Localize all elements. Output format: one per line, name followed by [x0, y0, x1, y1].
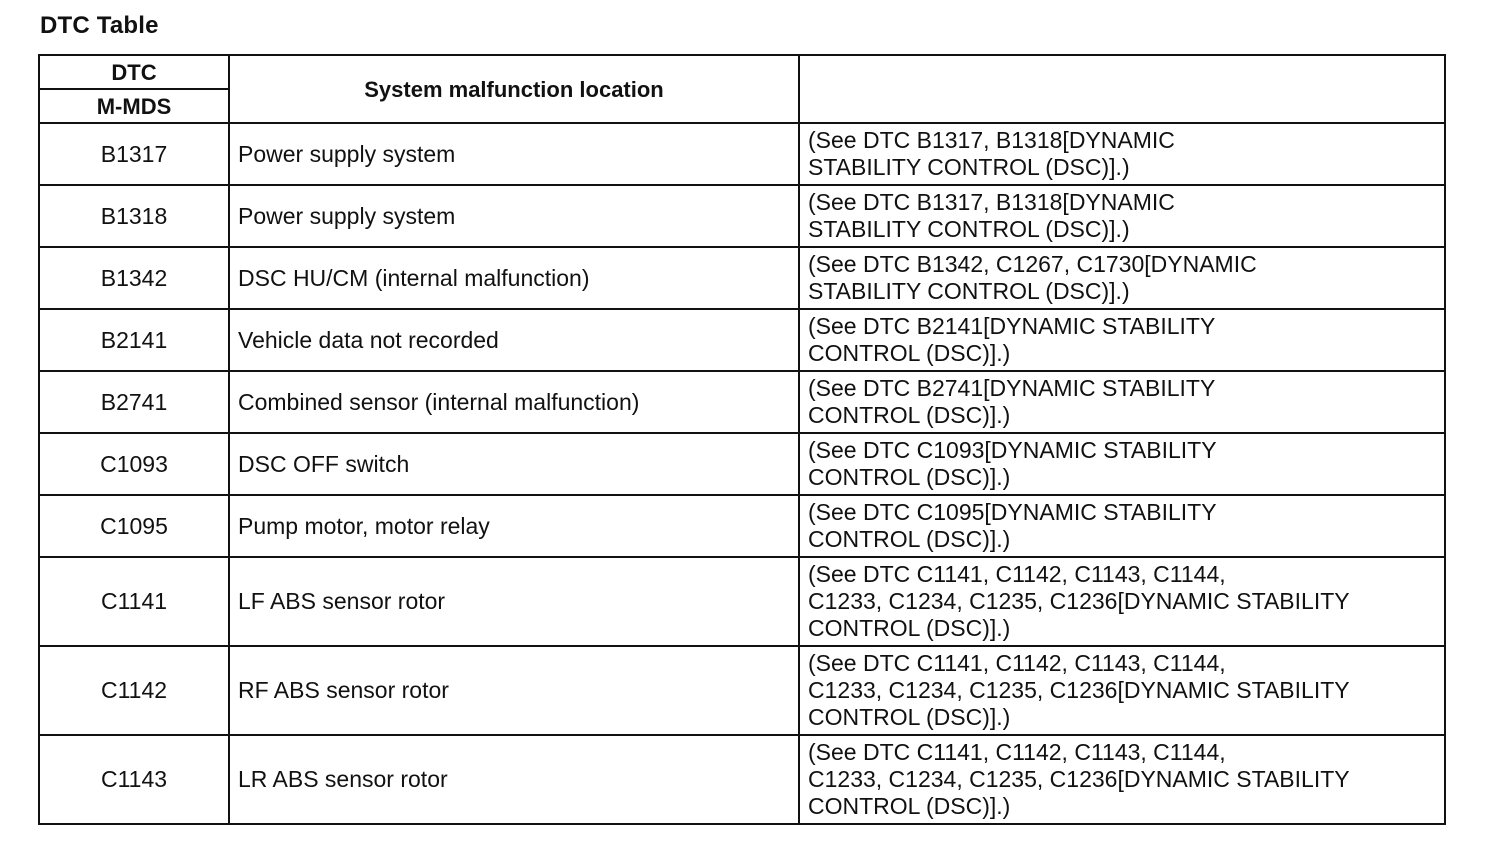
- table-row: [39, 735, 1445, 824]
- reference-line: CONTROL (DSC)].): [808, 464, 1011, 490]
- reference-cell: [799, 646, 1445, 735]
- dtc-code: C1141: [39, 557, 229, 646]
- reference-line: CONTROL (DSC)].): [808, 615, 1011, 641]
- reference-line: (See DTC C1141, C1142, C1143, C1144,: [808, 650, 1226, 676]
- malfunction-location: DSC HU/CM (internal malfunction): [229, 247, 799, 309]
- reference-line: CONTROL (DSC)].): [808, 402, 1011, 428]
- malfunction-location: DSC OFF switch: [229, 433, 799, 495]
- reference-line: C1233, C1234, C1235, C1236[DYNAMIC STABILITY: [808, 588, 1350, 614]
- reference-line: STABILITY CONTROL (DSC)].): [808, 278, 1130, 304]
- reference-cell: [799, 495, 1445, 557]
- reference-line: (See DTC B2141[DYNAMIC STABILITY: [808, 313, 1216, 339]
- reference-cell: [799, 247, 1445, 309]
- table-row: [39, 185, 1445, 247]
- malfunction-location: Pump motor, motor relay: [229, 495, 799, 557]
- reference-line: (See DTC B1317, B1318[DYNAMIC: [808, 189, 1175, 215]
- reference-line: STABILITY CONTROL (DSC)].): [808, 154, 1130, 180]
- malfunction-location: Power supply system: [229, 123, 799, 185]
- malfunction-location: LF ABS sensor rotor: [229, 557, 799, 646]
- malfunction-location: Combined sensor (internal malfunction): [229, 371, 799, 433]
- reference-line: (See DTC B1342, C1267, C1730[DYNAMIC: [808, 251, 1257, 277]
- reference-line: STABILITY CONTROL (DSC)].): [808, 216, 1130, 242]
- reference-line: CONTROL (DSC)].): [808, 340, 1011, 366]
- reference-cell: [799, 735, 1445, 824]
- malfunction-location: Vehicle data not recorded: [229, 309, 799, 371]
- reference-cell: [799, 557, 1445, 646]
- reference-line: (See DTC C1093[DYNAMIC STABILITY: [808, 437, 1217, 463]
- reference-cell: [799, 123, 1445, 185]
- table-row: [39, 433, 1445, 495]
- reference-line: (See DTC B1317, B1318[DYNAMIC: [808, 127, 1175, 153]
- dtc-code: C1095: [39, 495, 229, 557]
- dtc-code: C1142: [39, 646, 229, 735]
- table-row: [39, 495, 1445, 557]
- reference-line: C1233, C1234, C1235, C1236[DYNAMIC STABILITY: [808, 677, 1350, 703]
- table-row: [39, 247, 1445, 309]
- reference-line: (See DTC C1141, C1142, C1143, C1144,: [808, 561, 1226, 587]
- table-row: [39, 371, 1445, 433]
- reference-cell: [799, 371, 1445, 433]
- reference-line: (See DTC B2741[DYNAMIC STABILITY: [808, 375, 1216, 401]
- reference-line: CONTROL (DSC)].): [808, 526, 1011, 552]
- reference-line: C1233, C1234, C1235, C1236[DYNAMIC STABILITY: [808, 766, 1350, 792]
- reference-cell: [799, 433, 1445, 495]
- reference-cell: [799, 185, 1445, 247]
- table-row: [39, 123, 1445, 185]
- header-mmds: M-MDS: [39, 89, 229, 123]
- malfunction-location: Power supply system: [229, 185, 799, 247]
- reference-line: (See DTC C1095[DYNAMIC STABILITY: [808, 499, 1217, 525]
- malfunction-location: RF ABS sensor rotor: [229, 646, 799, 735]
- header-location: System malfunction location: [229, 55, 799, 123]
- reference-line: (See DTC C1141, C1142, C1143, C1144,: [808, 739, 1226, 765]
- dtc-code: C1143: [39, 735, 229, 824]
- dtc-code: B1342: [39, 247, 229, 309]
- reference-line: CONTROL (DSC)].): [808, 793, 1011, 819]
- header-reference: [799, 55, 1445, 123]
- malfunction-location: LR ABS sensor rotor: [229, 735, 799, 824]
- page-title: DTC Table: [40, 12, 159, 39]
- table-row: [39, 557, 1445, 646]
- dtc-table: [38, 54, 1446, 825]
- dtc-code: B2141: [39, 309, 229, 371]
- dtc-code: C1093: [39, 433, 229, 495]
- table-row: [39, 309, 1445, 371]
- table-row: [39, 646, 1445, 735]
- header-dtc: DTC: [39, 55, 229, 89]
- reference-cell: [799, 309, 1445, 371]
- dtc-code: B1317: [39, 123, 229, 185]
- reference-line: CONTROL (DSC)].): [808, 704, 1011, 730]
- dtc-code: B2741: [39, 371, 229, 433]
- dtc-code: B1318: [39, 185, 229, 247]
